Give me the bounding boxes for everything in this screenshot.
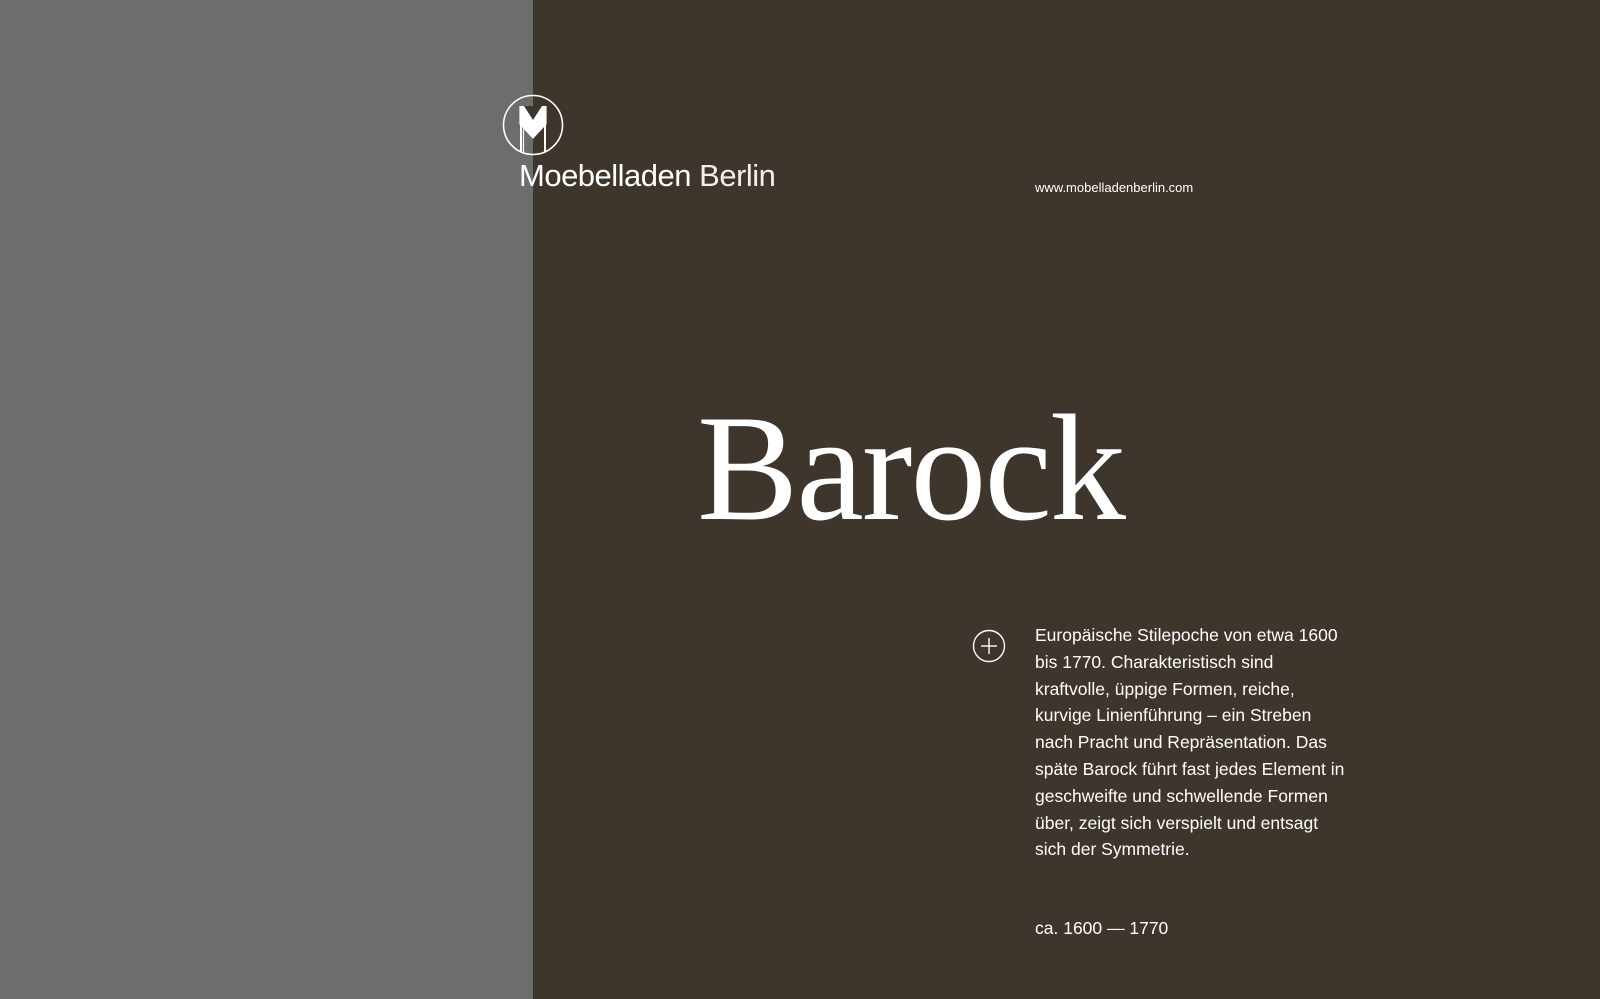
brand-name[interactable] bbox=[519, 158, 775, 194]
website-link[interactable]: www.mobelladenberlin.com bbox=[1035, 180, 1194, 195]
logo-svg bbox=[502, 94, 564, 156]
style-description: Europäische Stilepoche von etwa 1600 bis 1770. Charakteristisch sind kraftvolle, üppige Formen, reiche, kurvige Linienführung – ein Streben nach Pracht und Repräsentation. Das späte Barock führt fast jedes Element in geschweifte und schwellende Formen über, zeigt sich verspielt und entsagt sich der Symmetrie. bbox=[1035, 625, 1345, 860]
brand-name-primary: Moebelladen bbox=[519, 158, 692, 193]
m-monogram-icon[interactable] bbox=[502, 94, 564, 156]
brand-name-secondary: Berlin bbox=[699, 158, 776, 193]
plus-circle-svg bbox=[972, 629, 1006, 663]
plus-circle-icon[interactable] bbox=[972, 629, 1006, 663]
page-title: Barock bbox=[697, 384, 1124, 552]
style-period: ca. 1600 — 1770 bbox=[1035, 918, 1169, 938]
left-image-panel bbox=[0, 0, 533, 999]
